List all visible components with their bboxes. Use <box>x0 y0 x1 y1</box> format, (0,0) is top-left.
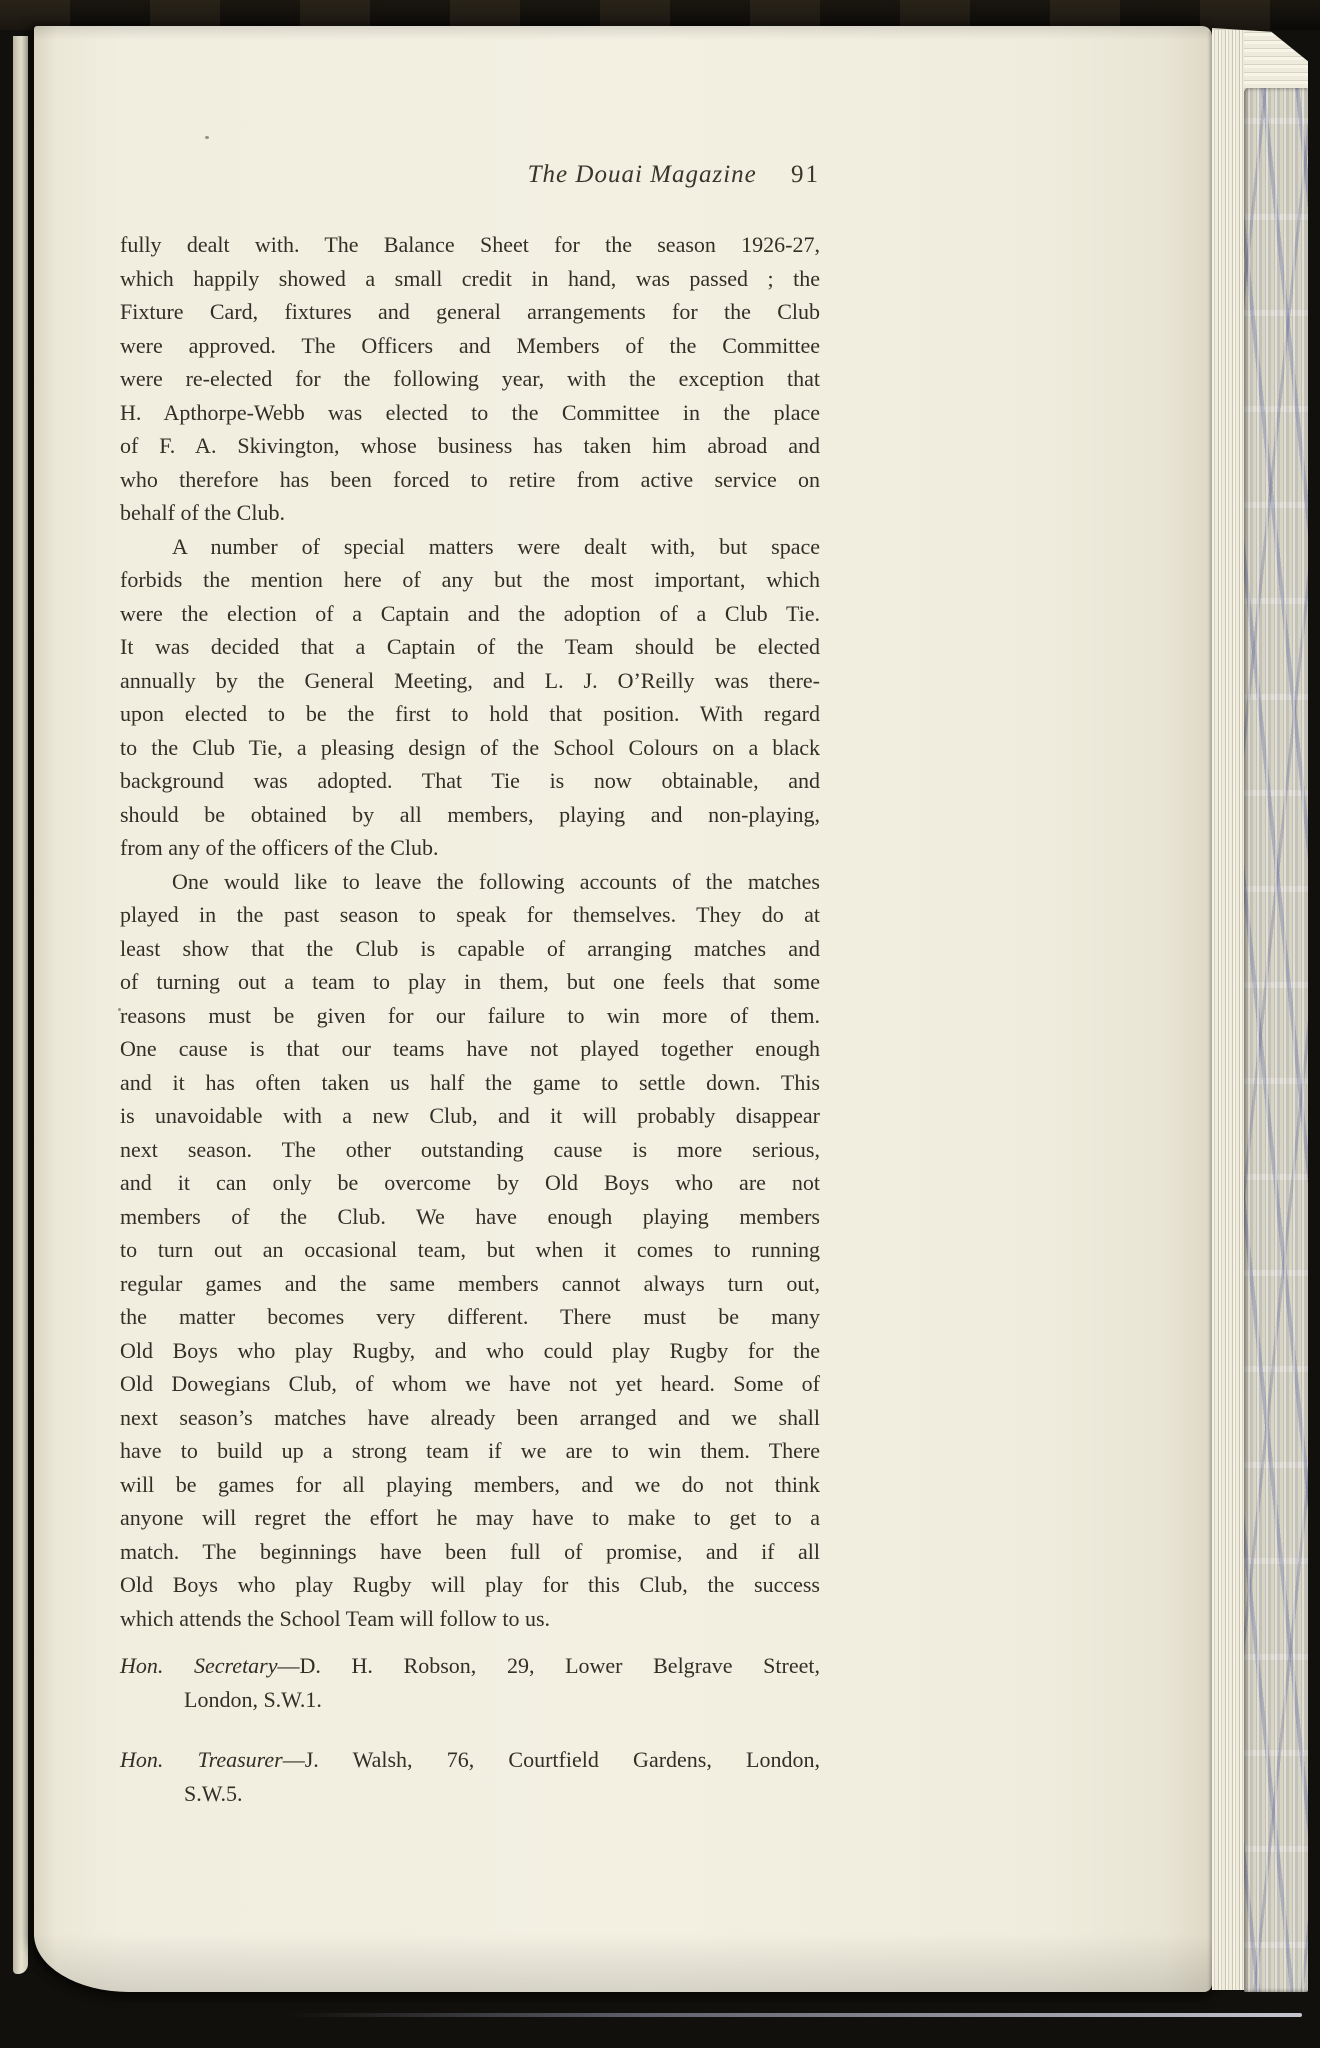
text-line: members of the Club. We have enough playing members <box>120 1203 820 1229</box>
officer-line <box>120 1743 820 1777</box>
text-line: of F. A. Skivington, whose business has taken him abroad and <box>120 433 820 458</box>
facing-page-edge <box>13 36 28 1974</box>
text-line: fully dealt with. The Balance Sheet for the season 1926-27, <box>120 232 820 257</box>
text-line: will be games for all playing members, and we do not think <box>120 1471 820 1497</box>
text-line: match. The beginnings have been full of promise, and if all <box>120 1538 820 1564</box>
officer-role: Hon. Treasurer <box>120 1747 283 1772</box>
text-line: least show that the Club is capable of arranging matches and <box>120 935 820 961</box>
text-line: which happily showed a small credit in hand, was passed ; the <box>120 265 820 291</box>
page-stack-edges <box>1212 30 1244 1990</box>
ink-speck <box>205 136 209 139</box>
magazine-title: The Douai Magazine <box>527 161 757 188</box>
text-line: upon elected to be the first to hold that position. With regard <box>120 701 820 726</box>
text-line: regular games and the same members cannot always turn out, <box>120 1270 820 1296</box>
text-line: Fixture Card, fixtures and general arrangements for the Club <box>120 299 820 324</box>
text-line: next season’s matches have already been arranged and we shall <box>120 1404 820 1430</box>
text-line: One cause is that our teams have not played together enough <box>120 1036 820 1061</box>
text-line: should be obtained by all members, playing and non-playing, <box>120 801 820 827</box>
magazine-page <box>34 26 1212 1992</box>
text-line: were re-elected for the following year, with the exception that <box>120 366 820 391</box>
officer-line: S.W.5. <box>184 1780 243 1806</box>
officer-details: —J. Walsh, 76, Courtfield Gardens, London, <box>282 1747 820 1772</box>
paragraph <box>120 865 820 1636</box>
text-line: to the Club Tie, a pleasing design of the School Colours on a black <box>120 734 820 760</box>
text-line: H. Apthorpe-Webb was elected to the Committee in the place <box>120 399 820 425</box>
page-content <box>120 158 820 1810</box>
text-line: reasons must be given for our failure to win more of them. <box>120 1002 820 1028</box>
text-line: forbids the mention here of any but the most important, which <box>120 567 820 592</box>
officer-line: London, S.W.1. <box>184 1686 322 1712</box>
text-line: which attends the School Team will follow to us. <box>120 1605 551 1631</box>
text-line: is unavoidable with a new Club, and it will probably disappear <box>120 1103 820 1128</box>
paragraph <box>120 228 820 530</box>
text-line: the matter becomes very different. There must be many <box>120 1304 820 1329</box>
text-line: of turning out a team to play in them, but one feels that some <box>120 969 820 994</box>
text-line: were approved. The Officers and Members of the Committee <box>120 332 820 358</box>
text-line: background was adopted. That Tie is now obtainable, and <box>120 768 820 793</box>
text-line: It was decided that a Captain of the Team should be elected <box>120 634 820 659</box>
text-line: Old Boys who play Rugby, and who could play Rugby for the <box>120 1337 820 1363</box>
text-line: Old Boys who play Rugby will play for this Club, the success <box>120 1572 820 1597</box>
text-line: A number of special matters were dealt with, but space <box>172 533 820 559</box>
officer-entry <box>120 1743 820 1810</box>
text-line: who therefore has been forced to retire from active service on <box>120 466 820 492</box>
text-line: have to build up a strong team if we are to win them. There <box>120 1438 820 1463</box>
text-line: behalf of the Club. <box>120 500 285 525</box>
paragraph <box>120 530 820 865</box>
text-line: annually by the General Meeting, and L. J. O’Reilly was there- <box>120 667 820 693</box>
page-number: 91 <box>791 161 820 188</box>
marbled-fore-edge <box>1244 88 1308 1992</box>
text-line: and it can only be overcome by Old Boys who are not <box>120 1170 820 1195</box>
text-line: to turn out an occasional team, but when it comes to running <box>120 1237 820 1262</box>
officer-details: —D. H. Robson, 29, Lower Belgrave Street, <box>277 1653 820 1678</box>
paragraphs <box>120 228 820 1635</box>
text-line: played in the past season to speak for themselves. They do at <box>120 902 820 927</box>
officers-list <box>120 1649 820 1810</box>
officer-line <box>120 1649 820 1683</box>
text-line: and it has often taken us half the game to settle down. This <box>120 1069 820 1095</box>
text-line: from any of the officers of the Club. <box>120 835 439 860</box>
text-line: Old Dowegians Club, of whom we have not yet heard. Some of <box>120 1371 820 1396</box>
bottom-page-edge-highlight <box>290 2013 1302 2017</box>
running-header <box>120 158 820 192</box>
officer-role: Hon. Secretary <box>120 1653 278 1678</box>
text-line: One would like to leave the following accounts of the matches <box>172 868 820 894</box>
text-line: anyone will regret the effort he may have to make to get to a <box>120 1505 820 1530</box>
text-line: were the election of a Captain and the adoption of a Club Tie. <box>120 600 820 626</box>
officer-entry <box>120 1649 820 1716</box>
text-line: next season. The other outstanding cause is more serious, <box>120 1136 820 1162</box>
